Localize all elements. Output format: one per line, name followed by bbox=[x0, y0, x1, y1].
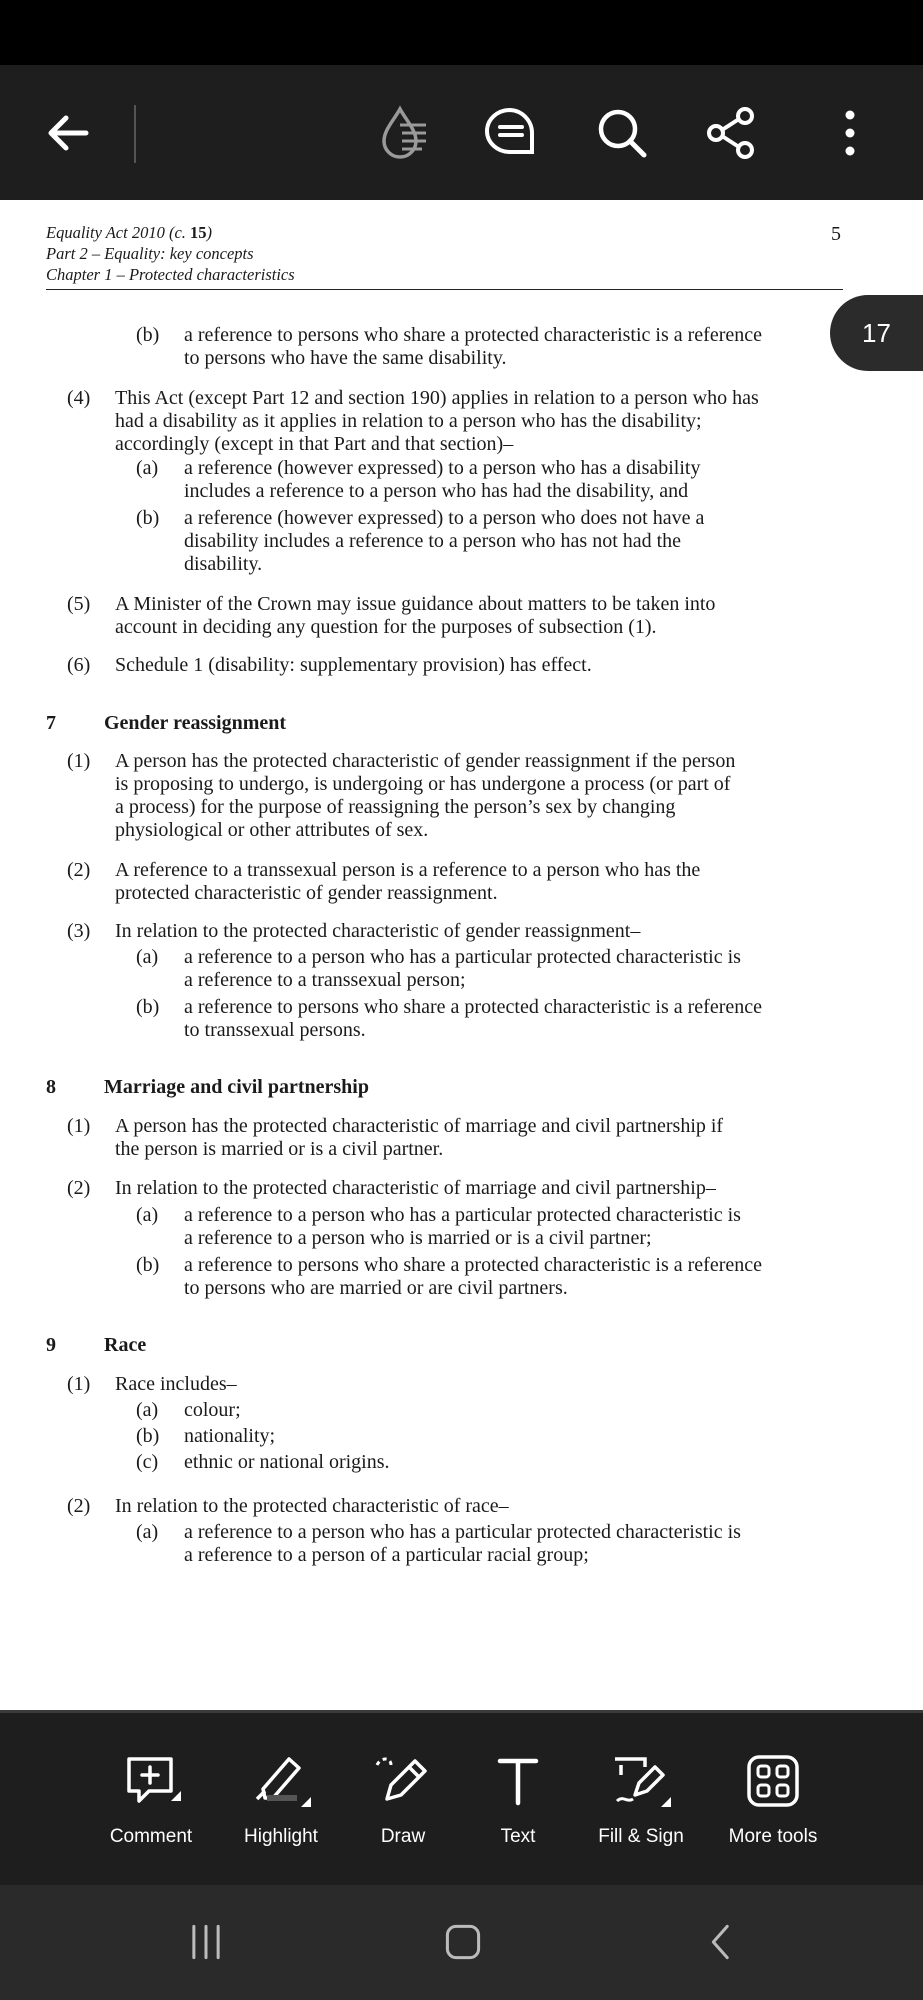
more-tools-button[interactable] bbox=[698, 1749, 848, 1859]
section-heading: Race bbox=[104, 1334, 147, 1356]
header-page-number: 5 bbox=[831, 223, 841, 245]
clause-text: a reference to persons who share a protected characteristic is a reference to persons who are married or are civil partners. bbox=[184, 1254, 762, 1299]
subsection-text: In relation to the protected characteristic of marriage and civil partnership– bbox=[115, 1177, 716, 1199]
clause-number: (b) bbox=[136, 1254, 160, 1276]
clause-text: a reference (however expressed) to a person who does not have a disability includes a reference to a person who has not had the disability. bbox=[184, 507, 705, 575]
header-chapter: Chapter 1 – Protected characteristics bbox=[46, 265, 295, 284]
subsection-text: A person has the protected characteristic of marriage and civil partnership if the person is married or is a civil partner. bbox=[115, 1115, 724, 1160]
section-number: 9 bbox=[46, 1334, 56, 1356]
clause-text: colour; bbox=[184, 1399, 241, 1421]
clause-number: (a) bbox=[136, 946, 159, 968]
comments-list-icon bbox=[480, 103, 540, 163]
liquid-mode-button[interactable] bbox=[362, 95, 438, 171]
header-part: Part 2 – Equality: key concepts bbox=[46, 244, 254, 263]
more-options-icon bbox=[813, 103, 873, 163]
subsection-text: A reference to a transsexual person is a reference to a person who has the protected characteristic of gender reassignment. bbox=[115, 859, 701, 904]
subsection-number: (6) bbox=[67, 654, 91, 676]
header-rule bbox=[46, 289, 843, 290]
comments-list-button[interactable] bbox=[472, 95, 548, 171]
home-icon bbox=[437, 1916, 489, 1968]
subsection-number: (5) bbox=[67, 593, 91, 615]
section-heading: Marriage and civil partnership bbox=[104, 1076, 369, 1098]
subsection-text: Race includes– bbox=[115, 1373, 237, 1395]
subsection-number: (2) bbox=[67, 859, 91, 881]
search-button[interactable] bbox=[584, 95, 660, 171]
home-button[interactable] bbox=[423, 1910, 503, 1974]
grid-apps-icon bbox=[741, 1749, 805, 1813]
back-button[interactable] bbox=[30, 95, 106, 171]
share-icon bbox=[701, 103, 761, 163]
clause-text: a reference to a person who has a particular protected characteristic is a reference to a transsexual person; bbox=[184, 946, 741, 991]
subsection-text: In relation to the protected characteristic of gender reassignment– bbox=[115, 920, 641, 942]
header-act-title: Equality Act 2010 (c. 15) bbox=[46, 223, 213, 242]
pdf-page[interactable] bbox=[0, 200, 923, 1710]
fill-sign-icon bbox=[609, 1749, 673, 1813]
clause-number: (a) bbox=[136, 1521, 159, 1543]
subsection-text: A person has the protected characteristic of gender reassignment if the person is proposing to undergo, is undergoing or has undergone a process (or part of a process) for the purpose of reassigning the person’s sex by changing physiological or other attributes of sex. bbox=[115, 750, 736, 841]
system-nav-bar bbox=[0, 1885, 923, 2000]
text-icon bbox=[486, 1749, 550, 1813]
fill-sign-tool[interactable] bbox=[566, 1749, 716, 1859]
more-tools-label: More tools bbox=[728, 1826, 818, 1847]
status-bar bbox=[0, 0, 923, 65]
clause-text: ethnic or national origins. bbox=[184, 1451, 390, 1473]
section-number: 7 bbox=[46, 712, 56, 734]
subsection-number: (4) bbox=[67, 387, 91, 409]
system-back-button[interactable] bbox=[682, 1910, 762, 1974]
subsection-number: (3) bbox=[67, 920, 91, 942]
highlight-label: Highlight bbox=[244, 1826, 318, 1847]
subsection-number: (1) bbox=[67, 1373, 91, 1395]
comment-add-icon bbox=[119, 1749, 183, 1813]
comment-tool[interactable] bbox=[76, 1749, 226, 1859]
bottom-toolbar bbox=[0, 1710, 923, 1885]
more-options-button[interactable] bbox=[805, 95, 881, 171]
subsection-text: This Act (except Part 12 and section 190) applies in relation to a person who has had a disability as it applies in relation to a person who has the disability; accordingly (except in that Part and that section)– bbox=[115, 387, 759, 455]
section-number: 8 bbox=[46, 1076, 56, 1098]
highlighter-icon bbox=[249, 1749, 313, 1813]
clause-number: (b) bbox=[136, 507, 160, 529]
clause-number: (c) bbox=[136, 1451, 159, 1473]
clause-text: a reference to persons who share a protected characteristic is a reference to transsexual persons. bbox=[184, 996, 762, 1041]
search-icon bbox=[592, 103, 652, 163]
section-heading: Gender reassignment bbox=[104, 712, 287, 734]
clause-text: a reference to persons who share a protected characteristic is a reference to persons who have the same disability. bbox=[184, 324, 762, 369]
text-label: Text bbox=[500, 1826, 536, 1847]
recent-apps-button[interactable] bbox=[166, 1910, 246, 1974]
clause-number: (b) bbox=[136, 1425, 160, 1447]
recent-apps-icon bbox=[180, 1916, 232, 1968]
subsection-number: (1) bbox=[67, 750, 91, 772]
subsection-number: (1) bbox=[67, 1115, 91, 1137]
clause-number: (a) bbox=[136, 1204, 159, 1226]
clause-text: nationality; bbox=[184, 1425, 276, 1447]
clause-number: (b) bbox=[136, 996, 160, 1018]
draw-label: Draw bbox=[380, 1826, 426, 1847]
fill-sign-label: Fill & Sign bbox=[598, 1826, 684, 1847]
subsection-text: Schedule 1 (disability: supplementary provision) has effect. bbox=[115, 654, 592, 676]
system-back-icon bbox=[696, 1916, 748, 1968]
share-button[interactable] bbox=[693, 95, 769, 171]
clause-number: (a) bbox=[136, 457, 159, 479]
clause-text: a reference to a person who has a particular protected characteristic is a reference to a person who is married or is a civil partner; bbox=[184, 1204, 741, 1249]
subsection-number: (2) bbox=[67, 1495, 91, 1517]
back-arrow-icon bbox=[38, 103, 98, 163]
subsection-text: A Minister of the Crown may issue guidance about matters to be taken into account in deciding any question for the purposes of subsection (1). bbox=[115, 593, 716, 638]
page-number-badge[interactable]: 17 bbox=[830, 295, 923, 371]
subsection-number: (2) bbox=[67, 1177, 91, 1199]
draw-pen-icon bbox=[371, 1749, 435, 1813]
comment-label: Comment bbox=[109, 1826, 193, 1847]
top-toolbar bbox=[0, 65, 923, 200]
clause-number: (b) bbox=[136, 324, 160, 346]
liquid-mode-icon bbox=[370, 103, 430, 163]
clause-text: a reference to a person who has a particular protected characteristic is a reference to a person of a particular racial group; bbox=[184, 1521, 741, 1566]
toolbar-divider bbox=[134, 105, 136, 163]
clause-number: (a) bbox=[136, 1399, 159, 1421]
subsection-text: In relation to the protected characteristic of race– bbox=[115, 1495, 509, 1517]
clause-text: a reference (however expressed) to a person who has a disability includes a reference to a person who has had the disability, and bbox=[184, 457, 701, 502]
